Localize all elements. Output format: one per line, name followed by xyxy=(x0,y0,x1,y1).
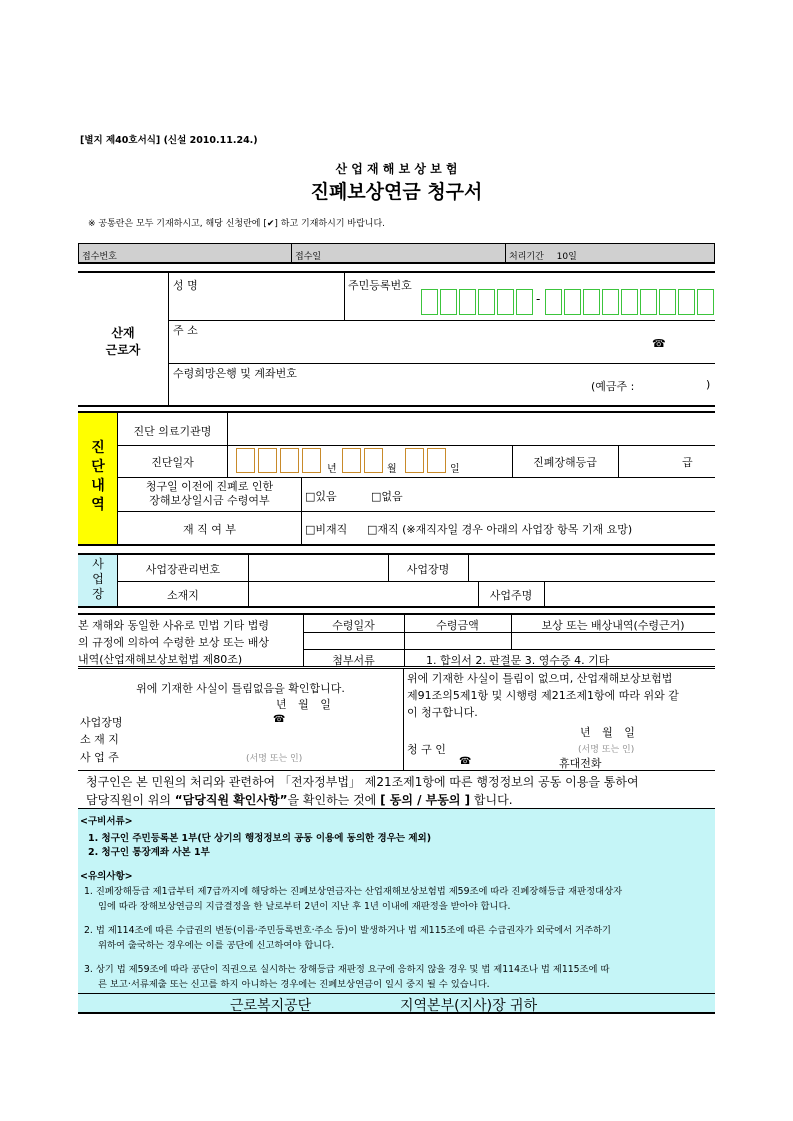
notes-title: <유의사항> xyxy=(80,871,133,882)
prior-payment-line1: 청구일 이전에 진폐로 인한 xyxy=(145,480,274,493)
details-label: 보상 또는 배상내역(수령근거) xyxy=(541,619,685,632)
office-use-bar xyxy=(78,243,715,264)
consent-part2: 을 확인하는 것에 xyxy=(287,793,381,807)
claimant-label: 청 구 인 xyxy=(407,743,446,756)
address-field[interactable] xyxy=(168,320,715,363)
diagnosis-char: 내 xyxy=(91,478,105,494)
receipt-date-label: 수령일자 xyxy=(332,619,375,632)
prior-payment-line2: 장해보상일시금 수령여부 xyxy=(149,494,270,507)
claimant-phone-icon: ☎ xyxy=(459,756,472,767)
instruction-text: ※ 공통란은 모두 기재하시고, 해당 신청란에 [✔] 하고 기재하시기 바랍니다. xyxy=(88,219,386,229)
date-day-box[interactable] xyxy=(405,448,424,473)
note3-line1: 3. 상기 법 제59조에 따라 공단이 직권으로 실시하는 장해등급 재판정 요구에 응하지 않을 경우 및 법 제114조나 법 제115조에 따 xyxy=(84,964,610,975)
documents-title: <구비서류> xyxy=(80,816,133,827)
resident-digit-box[interactable] xyxy=(440,289,457,315)
management-number-field[interactable] xyxy=(248,555,388,581)
address-phone-icon: ☎ xyxy=(652,337,666,350)
diagnosis-section xyxy=(78,411,715,546)
document-item: 1. 청구인 주민등록본 1부(단 상기의 행정정보의 공동 이용에 동의한 경우는 제외) xyxy=(88,833,432,844)
employer-phone-icon: ☎ xyxy=(273,714,286,725)
date-year-box[interactable] xyxy=(236,448,255,473)
resident-digit-box[interactable] xyxy=(497,289,514,315)
claimant-text-line3: 이 청구합니다. xyxy=(407,706,478,719)
worker-label-line2: 근로자 xyxy=(105,343,141,357)
employer-date-line: 년 월 일 xyxy=(276,698,331,711)
claimant-statement xyxy=(407,670,679,721)
attachments-options[interactable]: 1. 합의서 2. 판결문 3. 영수증 4. 기타 xyxy=(426,654,610,667)
diagnosis-char: 단 xyxy=(91,459,105,475)
worker-section-label xyxy=(78,325,168,359)
prior-payment-label xyxy=(118,480,301,508)
date-month-box[interactable] xyxy=(342,448,361,473)
workplace-char: 업 xyxy=(92,572,104,586)
claimant-text-line2: 제91조의5제1항 및 시행령 제21조제1항에 따라 위와 같 xyxy=(407,689,679,702)
date-day-box[interactable] xyxy=(427,448,446,473)
signature-area xyxy=(78,668,715,771)
note3-line2: 른 보고·서류제출 또는 신고를 하지 아니하는 경우에는 진폐보상연금이 일시 중지 될 수 있습니다. xyxy=(98,979,490,990)
resident-digit-box[interactable] xyxy=(583,289,600,315)
compensation-description xyxy=(78,617,269,668)
form-code: [별지 제40호서식] (신설 2010.11.24.) xyxy=(80,135,258,146)
compensation-section xyxy=(78,613,715,667)
employer-location-label: 소 재 지 xyxy=(80,733,119,746)
claimant-signature-hint[interactable]: (서명 또는 인) xyxy=(578,745,635,755)
name-field[interactable] xyxy=(168,273,344,320)
option-employed[interactable]: □재직 (※재직자일 경우 아래의 사업장 항목 기재 요망) xyxy=(367,523,633,536)
month-suffix: 월 xyxy=(387,464,397,475)
consent-choice[interactable]: [ 동의 / 부동의 ] xyxy=(380,793,471,807)
resident-number-label: 주민등록번호 xyxy=(348,279,412,292)
grade-label: 진폐장해등급 xyxy=(533,456,597,469)
attachments-label: 첨부서류 xyxy=(332,654,375,667)
workplace-owner-label: 사업주명 xyxy=(489,589,533,602)
year-suffix: 년 xyxy=(327,464,337,475)
workplace-char: 장 xyxy=(92,587,104,601)
workplace-name-field[interactable] xyxy=(468,555,715,581)
institution-label: 진단 의료기관명 xyxy=(133,425,212,438)
grade-suffix: 급 xyxy=(682,456,693,469)
resident-dash: - xyxy=(536,292,541,306)
institution-field[interactable] xyxy=(227,413,715,445)
receipt-date-label: 접수일 xyxy=(292,244,506,262)
info-block xyxy=(78,808,715,1014)
date-year-box[interactable] xyxy=(302,448,321,473)
resident-digit-box[interactable] xyxy=(640,289,657,315)
option-not-employed[interactable]: □비재직 xyxy=(305,523,348,536)
workplace-section-tab xyxy=(78,555,118,606)
employer-statement: 위에 기재한 사실이 틀림없음을 확인합니다. xyxy=(136,682,345,695)
option-no[interactable]: □없음 xyxy=(371,490,403,503)
diagnosis-date-label: 진단일자 xyxy=(151,456,194,469)
date-year-box[interactable] xyxy=(280,448,299,473)
address-label: 주 소 xyxy=(173,324,198,337)
resident-digit-box[interactable] xyxy=(602,289,619,315)
claimant-text-line1: 위에 기재한 사실이 틀림이 없으며, 산업재해보상보험법 xyxy=(407,672,673,685)
consent-part1: 담당직원이 위의 xyxy=(86,793,175,807)
note2-line1: 2. 법 제114조에 따른 수급권의 변동(이름·주민등록번호·주소 등)이 발생하거나 법 제115조에 따른 수급권자가 외국에서 거주하기 xyxy=(84,925,612,936)
insurance-name: 산 업 재 해 보 상 보 험 xyxy=(335,162,458,176)
diagnosis-char: 역 xyxy=(91,497,105,513)
consent-line2 xyxy=(86,791,513,808)
date-year-box[interactable] xyxy=(258,448,277,473)
processing-period-value: 10일 xyxy=(556,252,577,262)
management-number-label: 사업장관리번호 xyxy=(145,563,221,576)
claimant-date-line: 년 월 일 xyxy=(580,726,635,739)
worker-label-line1: 산재 xyxy=(111,326,135,340)
account-holder-label: (예금주 : xyxy=(591,380,635,393)
compensation-text-line1: 본 재해와 동일한 사유로 민법 기타 법령 xyxy=(78,619,269,632)
workplace-location-label: 소재지 xyxy=(167,589,199,602)
receipt-date-field[interactable] xyxy=(303,632,404,649)
name-label: 성 명 xyxy=(173,279,198,292)
grade-field[interactable] xyxy=(618,445,715,477)
resident-digit-box[interactable] xyxy=(564,289,581,315)
resident-digit-box[interactable] xyxy=(659,289,676,315)
compensation-text-line3: 내역(산업재해보상보험법 제80조) xyxy=(78,653,243,666)
footer-office: 지역본부(지사)장 귀하 xyxy=(400,998,538,1014)
footer-agency: 근로복지공단 xyxy=(230,998,312,1014)
amount-field[interactable] xyxy=(404,632,511,649)
resident-digit-box[interactable] xyxy=(459,289,476,315)
details-field[interactable] xyxy=(511,632,715,649)
worker-section xyxy=(78,271,715,407)
diagnosis-section-tab xyxy=(78,413,118,544)
resident-digit-box[interactable] xyxy=(545,289,562,315)
consent-line1: 청구인은 본 민원의 처리와 관련하여 「전자정부법」 제21조제1항에 따른 행정정보의 공동 이용을 통하여 xyxy=(86,775,639,789)
processing-period-label: 처리기간 xyxy=(509,252,544,262)
note1-line1: 1. 진폐장해등급 제1급부터 제7급까지에 해당하는 진폐보상연금자는 산업재해보상보험법 제59조에 따라 진폐장해등급 재판정대상자 xyxy=(84,886,623,897)
employer-signature-hint[interactable]: (서명 또는 인) xyxy=(246,754,303,764)
workplace-section xyxy=(78,553,715,608)
form-title: 진폐보상연금 청구서 xyxy=(310,181,483,203)
workplace-location-field[interactable] xyxy=(248,581,478,606)
note2-line2: 위하여 출국하는 경우에는 이를 공단에 신고하여야 합니다. xyxy=(98,940,335,951)
compensation-text-line2: 의 규정에 의하여 수령한 보상 또는 배상 xyxy=(78,636,269,649)
receipt-number-label: 접수번호 xyxy=(79,244,292,262)
bank-account-label: 수령희망은행 및 계좌번호 xyxy=(173,367,297,380)
resident-digit-box[interactable] xyxy=(621,289,638,315)
mobile-label: 휴대전화 xyxy=(559,757,602,770)
processing-period xyxy=(506,244,714,262)
amount-label: 수령금액 xyxy=(436,619,479,632)
note1-line2: 임에 따라 장해보상연금의 지급결정을 한 날로부터 2년이 지난 후 1년 이내에 재판정을 받아야 합니다. xyxy=(98,901,511,912)
option-yes[interactable]: □있음 xyxy=(305,490,337,503)
diagnosis-char: 진 xyxy=(91,440,105,456)
consent-bold: “담당직원 확인사항” xyxy=(174,793,288,807)
account-holder-close: ) xyxy=(706,378,711,391)
workplace-char: 사 xyxy=(92,557,104,571)
resident-digit-box[interactable] xyxy=(678,289,695,315)
consent-part3: 합니다. xyxy=(470,793,513,807)
resident-digit-box[interactable] xyxy=(421,289,438,315)
employer-owner-label: 사 업 주 xyxy=(80,751,119,764)
document-item: 2. 청구인 통장계좌 사본 1부 xyxy=(88,847,210,858)
date-month-box[interactable] xyxy=(364,448,383,473)
resident-digit-box[interactable] xyxy=(478,289,495,315)
workplace-owner-field[interactable] xyxy=(544,581,715,606)
employment-label: 재 직 여 부 xyxy=(183,523,236,536)
day-suffix: 일 xyxy=(450,464,460,475)
resident-digit-box[interactable] xyxy=(697,289,714,315)
employer-workplace-label: 사업장명 xyxy=(80,716,123,729)
resident-digit-box[interactable] xyxy=(516,289,533,315)
workplace-name-label: 사업장명 xyxy=(406,563,450,576)
